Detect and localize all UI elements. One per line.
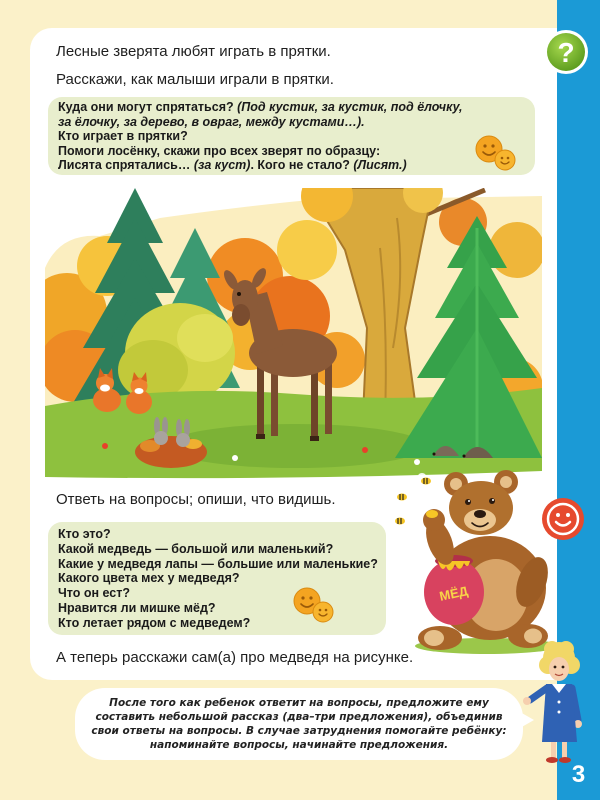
- hiding-question-line: [58, 144, 525, 159]
- teacher-note-line: свои ответы на вопросы. В случае затруднения помогайте ребёнку:: [91, 725, 507, 737]
- intro-line-1: Лесные зверята любят играть в прятки.: [56, 43, 331, 60]
- hiding-question-line: [58, 115, 525, 130]
- smiley-face-small: [313, 602, 333, 622]
- bear-question-line: Какого цвета мех у медведя?: [58, 571, 240, 586]
- smiley-face-small: [495, 150, 515, 170]
- bee-icon: [392, 513, 405, 525]
- teacher-note-line: После того как ребенок ответит на вопросы, предложите ему: [109, 697, 489, 709]
- final-prompt: А теперь расскажи сам(а) про медведя на рисунке.: [56, 649, 414, 666]
- page-number: 3: [571, 761, 586, 788]
- hiding-questions-box: [48, 97, 535, 175]
- teacher-figure: [522, 640, 584, 765]
- describe-prompt: Ответь на вопросы; опиши, что видишь.: [56, 491, 336, 508]
- bear-question-line: Нравится ли мишке мёд?: [58, 600, 216, 615]
- question-mark-glyph: ?: [557, 37, 575, 68]
- question-text: Куда они могут спрятаться?: [58, 100, 238, 114]
- teacher-note-line: напоминайте вопросы, начинайте предложения.: [149, 739, 449, 751]
- bear-question-line: Что он ест?: [58, 586, 131, 601]
- question-text: Кто играет в прятки?: [58, 129, 188, 143]
- intro-line-2: Расскажи, как малыши играли в прятки.: [56, 71, 334, 88]
- smiley-icon: [474, 134, 518, 174]
- bear-question-line: Какой медведь — большой или маленький?: [58, 541, 334, 556]
- question-mark-icon: [543, 29, 589, 75]
- hint-text: (Лисят.): [353, 158, 407, 172]
- question-text: . Кого не стало?: [250, 158, 354, 172]
- smiley-icon: [292, 586, 336, 626]
- question-text: Лисята спрятались…: [58, 158, 194, 172]
- bear-question-line: Какие у медведя лапы — большие или маленькие?: [58, 556, 378, 571]
- bear-illustration: [392, 470, 557, 655]
- bee-icon: [418, 473, 431, 485]
- hint-text: за ёлочку, за дерево, в овраг, между кустами…).: [58, 114, 365, 129]
- teacher-note-line: составить небольшой рассказ (два–три предложения), объединив: [95, 711, 503, 723]
- hiding-question-line: [58, 100, 525, 115]
- honey-pot-label: МЁД: [438, 583, 470, 604]
- teacher-face: [549, 657, 569, 681]
- hint-text: (за куст): [193, 158, 251, 172]
- teacher-note-bubble: [75, 688, 523, 760]
- teacher-dress: [523, 684, 582, 742]
- question-text: Помоги лосёнку, скажи про всех зверят по образцу:: [58, 143, 381, 158]
- bear-question-line: Кто летает рядом с медведем?: [58, 615, 251, 630]
- forest-illustration: [45, 188, 542, 483]
- bear-question-line: Кто это?: [58, 527, 111, 541]
- hiding-question-line: [58, 158, 525, 173]
- bee-icon: [394, 489, 407, 501]
- bear-head: [444, 470, 518, 535]
- hint-text: (Под кустик, за кустик, под ёлочку,: [237, 100, 463, 114]
- hiding-question-line: [58, 129, 525, 144]
